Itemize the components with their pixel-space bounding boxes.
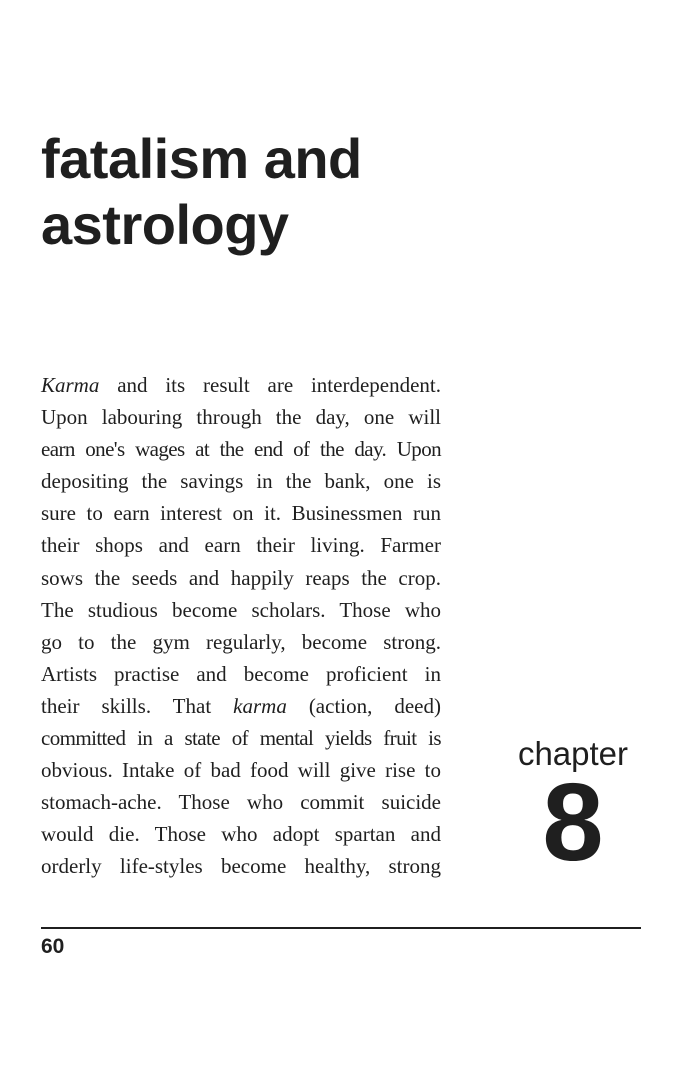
body-line-14: stomach-ache. Those who commit suicide (41, 790, 441, 815)
body-paragraph (41, 369, 441, 883)
body-text-segment: their skills. That (41, 693, 234, 718)
body-line-10: Artists practise and become proficient in (41, 661, 441, 686)
body-line-11 (41, 690, 441, 722)
body-line-8: The studious become scholars. Those who (41, 597, 441, 622)
page-title-line-2: astrology (41, 193, 289, 256)
body-text-segment: (action, deed) (286, 693, 441, 718)
page-title (41, 126, 601, 258)
body-line-12: committed in a state of mental yields fruit is (41, 726, 441, 751)
emphasis-karma: Karma (41, 373, 100, 397)
body-line-6: their shops and earn their living. Farmer (41, 533, 441, 558)
page-number: 60 (41, 935, 65, 958)
body-line-1 (41, 369, 441, 401)
body-line-5: sure to earn interest on it. Businessmen run (41, 501, 441, 526)
body-line-9: go to the gym regularly, become strong. (41, 629, 441, 654)
page-title-line-1: fatalism and (41, 127, 362, 190)
chapter-label: chapter (517, 735, 629, 772)
body-line-7: sows the seeds and happily reaps the crop. (41, 565, 441, 590)
body-line-15: would die. Those who adopt spartan and (41, 822, 441, 847)
footer-divider (41, 927, 641, 929)
body-text-segment: and its result are interdependent. (99, 373, 441, 397)
body-line-4: depositing the savings in the bank, one is (41, 469, 441, 494)
body-line-16: orderly life-styles become healthy, strong (41, 854, 441, 879)
body-line-3: earn one's wages at the end of the day. Upon (41, 437, 441, 462)
emphasis-karma: karma (233, 693, 287, 718)
body-line-13: obvious. Intake of bad food will give rise to (41, 758, 441, 783)
chapter-number: 8 (542, 761, 604, 884)
body-line-2: Upon labouring through the day, one will (41, 405, 441, 430)
